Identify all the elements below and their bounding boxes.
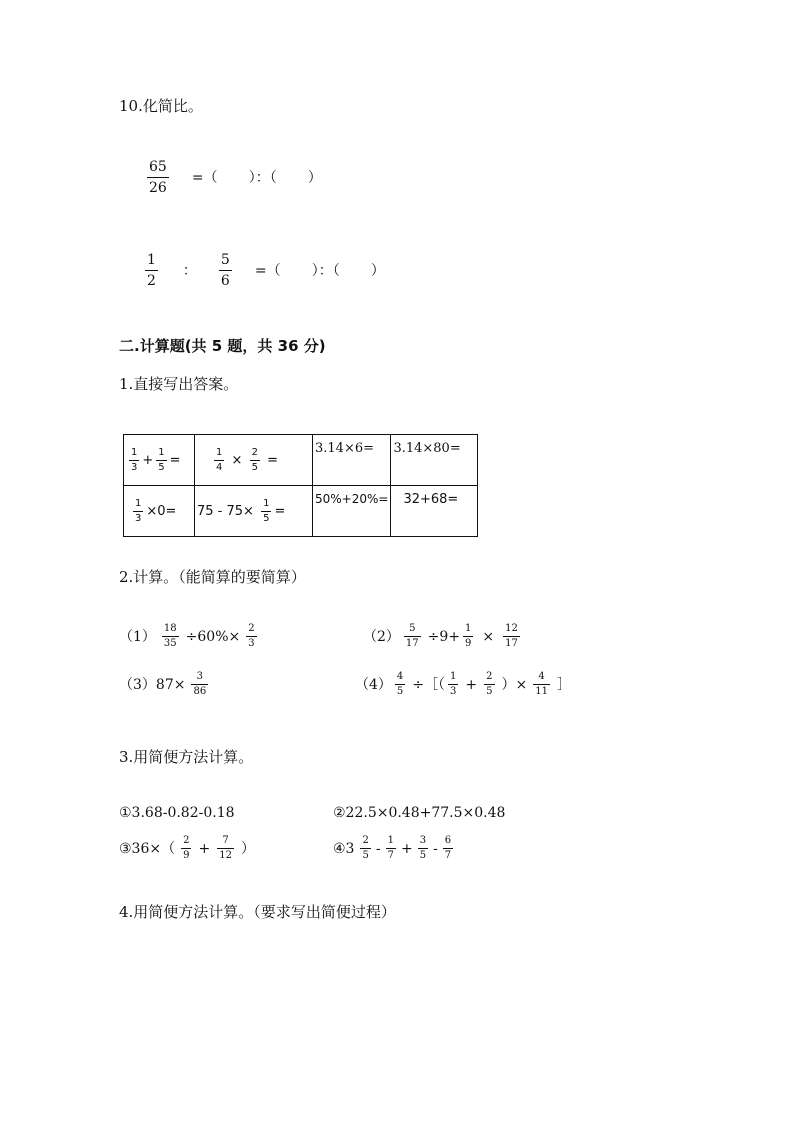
- numerator: 1: [131, 446, 138, 458]
- equals: =: [169, 452, 181, 468]
- fraction: [533, 672, 550, 697]
- answer-blank[interactable]: =（ ）：（ ）: [254, 262, 385, 279]
- fraction-bar: [533, 684, 550, 685]
- denominator: 3: [131, 461, 138, 473]
- denominator: 5: [486, 686, 493, 697]
- numerator: 4: [396, 671, 404, 682]
- expression-lead: ③36×（: [119, 840, 176, 857]
- operator: ÷9+: [427, 628, 461, 645]
- closing-bracket: ］: [556, 676, 571, 693]
- equals: =: [267, 452, 278, 468]
- fraction-bar: [448, 684, 458, 685]
- numerator: 1: [216, 446, 223, 458]
- fraction: [386, 836, 396, 861]
- fraction: [191, 672, 208, 697]
- denominator: 5: [251, 461, 258, 473]
- closing-paren: ）: [240, 840, 255, 857]
- fraction: [217, 836, 234, 861]
- fraction: [463, 624, 473, 649]
- fraction: [181, 836, 191, 861]
- fraction-bar: [145, 270, 158, 271]
- fraction-bar: [463, 636, 473, 637]
- table-cell[interactable]: 50%+20%=: [313, 486, 391, 537]
- section-title: 二.计算题(共 5 题，共 36 分): [119, 337, 326, 355]
- numerator: 1: [147, 252, 156, 268]
- operator: +: [142, 452, 154, 468]
- fraction-bar: [156, 460, 166, 461]
- item-label: （2）: [363, 628, 400, 645]
- operator: -: [375, 840, 381, 857]
- denominator: 7: [387, 850, 394, 861]
- denominator: 5: [419, 850, 427, 861]
- fraction-bar: [261, 511, 271, 512]
- fraction-bar: [503, 636, 520, 637]
- answer-table: [123, 434, 478, 537]
- fraction: [448, 672, 458, 697]
- numerator: 65: [149, 159, 167, 175]
- fraction: [503, 624, 520, 649]
- expression-lead: 87×: [155, 676, 186, 693]
- fraction-bar: [250, 460, 260, 461]
- fraction-bar: [133, 511, 143, 512]
- answer-blank[interactable]: =（ ）：（ ）: [191, 169, 322, 186]
- operator: ÷［（: [412, 676, 446, 693]
- denominator: 86: [193, 686, 207, 697]
- denominator: 26: [149, 180, 167, 196]
- fraction-bar: [181, 848, 191, 849]
- denominator: 6: [220, 273, 230, 289]
- denominator: 5: [263, 512, 270, 524]
- fraction: [156, 448, 166, 473]
- numerator: 1: [387, 835, 394, 846]
- numerator: 7: [222, 835, 229, 846]
- fraction-bar: [129, 460, 139, 461]
- denominator: 17: [405, 638, 419, 649]
- numerator: 1: [158, 446, 165, 458]
- numerator: 1: [465, 623, 472, 634]
- fraction: [484, 672, 494, 697]
- expression-1: [119, 624, 260, 649]
- fraction: [250, 448, 260, 473]
- denominator: 9: [183, 850, 190, 861]
- numerator: 2: [486, 671, 493, 682]
- denominator: 4: [216, 461, 223, 473]
- fraction-bar: [360, 848, 370, 849]
- table-cell[interactable]: 3.14×80=: [391, 435, 478, 486]
- item-4: [333, 836, 456, 861]
- fraction: [219, 253, 232, 288]
- table-cell[interactable]: 32+68=: [391, 486, 478, 537]
- denominator: 11: [535, 686, 548, 697]
- item-label: （4）: [355, 676, 392, 693]
- denominator: 5: [396, 686, 404, 697]
- operator: ×: [482, 628, 495, 645]
- numerator: 12: [505, 623, 518, 634]
- fraction: [246, 624, 256, 649]
- item-1: ①3.68-0.82-0.18: [119, 805, 235, 821]
- q10-row2: [142, 253, 385, 288]
- numerator: 4: [538, 671, 545, 682]
- denominator: 3: [135, 512, 142, 524]
- expression-4: [355, 672, 571, 697]
- fraction-bar: [418, 848, 428, 849]
- ratio-colon: ：: [182, 262, 197, 279]
- item-label: （1）: [119, 628, 156, 645]
- table-cell[interactable]: [195, 486, 313, 537]
- q10-heading: 10.化简比。: [119, 97, 203, 115]
- fraction-bar: [246, 636, 256, 637]
- expression-tail: ×0=: [146, 503, 177, 519]
- denominator: 3: [450, 686, 457, 697]
- numerator: 2: [251, 446, 258, 458]
- numerator: 3: [419, 835, 427, 846]
- table-row: [124, 435, 478, 486]
- denominator: 2: [147, 273, 156, 289]
- fraction-bar: [217, 848, 234, 849]
- fraction-bar: [386, 848, 396, 849]
- fraction-bar: [162, 636, 179, 637]
- numerator: 6: [444, 835, 452, 846]
- fraction: [214, 448, 224, 473]
- fraction-bar: [147, 177, 169, 178]
- problem3-heading: 3.用简便方法计算。: [119, 748, 254, 766]
- fraction-bar: [443, 848, 453, 849]
- operator: +: [465, 676, 478, 693]
- item-3: [119, 836, 255, 861]
- problem1-heading: 1.直接写出答案。: [119, 375, 239, 393]
- operator: -: [433, 840, 438, 857]
- denominator: 5: [362, 850, 369, 861]
- fraction: [443, 836, 453, 861]
- numerator: 5: [220, 252, 230, 268]
- operator: ）×: [501, 676, 528, 693]
- fraction: [395, 672, 405, 697]
- fraction-bar: [404, 636, 421, 637]
- table-cell[interactable]: [124, 435, 195, 486]
- expression-3: [119, 672, 211, 697]
- operator: +: [400, 840, 413, 857]
- operator: ×: [231, 452, 243, 468]
- operator: ÷60%×: [185, 628, 241, 645]
- fraction: [418, 836, 428, 861]
- denominator: 7: [444, 850, 452, 861]
- denominator: 5: [158, 461, 165, 473]
- fraction: [162, 624, 179, 649]
- operator: +: [198, 840, 211, 857]
- q10-row1: [144, 160, 322, 195]
- item-2: ②22.5×0.48+77.5×0.48: [333, 805, 506, 821]
- fraction-bar: [395, 684, 405, 685]
- fraction: [404, 624, 421, 649]
- denominator: 17: [505, 638, 518, 649]
- numerator: 2: [248, 623, 255, 634]
- table-row: [124, 486, 478, 537]
- table-cell[interactable]: 3.14×6=: [313, 435, 391, 486]
- fraction: [129, 448, 139, 473]
- fraction: [261, 499, 271, 524]
- fraction-bar: [191, 684, 208, 685]
- denominator: 35: [163, 638, 177, 649]
- fraction-bar: [219, 270, 232, 271]
- item-label: （3）: [119, 676, 156, 693]
- equals: =: [274, 503, 286, 519]
- fraction: [360, 836, 370, 861]
- numerator: 18: [163, 623, 177, 634]
- table-cell[interactable]: [124, 486, 195, 537]
- expression-2: [363, 624, 523, 649]
- numerator: 1: [135, 497, 142, 509]
- numerator: 3: [196, 671, 204, 682]
- fraction-bar: [484, 684, 494, 685]
- fraction: [133, 499, 143, 524]
- numerator: 2: [362, 835, 369, 846]
- numerator: 1: [450, 671, 457, 682]
- expression-lead: 75 - 75×: [197, 503, 254, 519]
- denominator: 12: [219, 850, 232, 861]
- numerator: 5: [409, 623, 416, 634]
- fraction: [145, 253, 158, 288]
- table-cell[interactable]: [195, 435, 313, 486]
- fraction-bar: [214, 460, 224, 461]
- problem4-heading: 4.用简便方法计算。（要求写出简便过程）: [119, 903, 396, 921]
- denominator: 3: [248, 638, 255, 649]
- problem2-heading: 2.计算。（能简算的要简算）: [119, 568, 306, 586]
- expression-lead: ④3: [333, 840, 355, 857]
- fraction: [147, 160, 169, 195]
- numerator: 2: [183, 835, 190, 846]
- numerator: 1: [263, 497, 270, 509]
- denominator: 9: [465, 638, 472, 649]
